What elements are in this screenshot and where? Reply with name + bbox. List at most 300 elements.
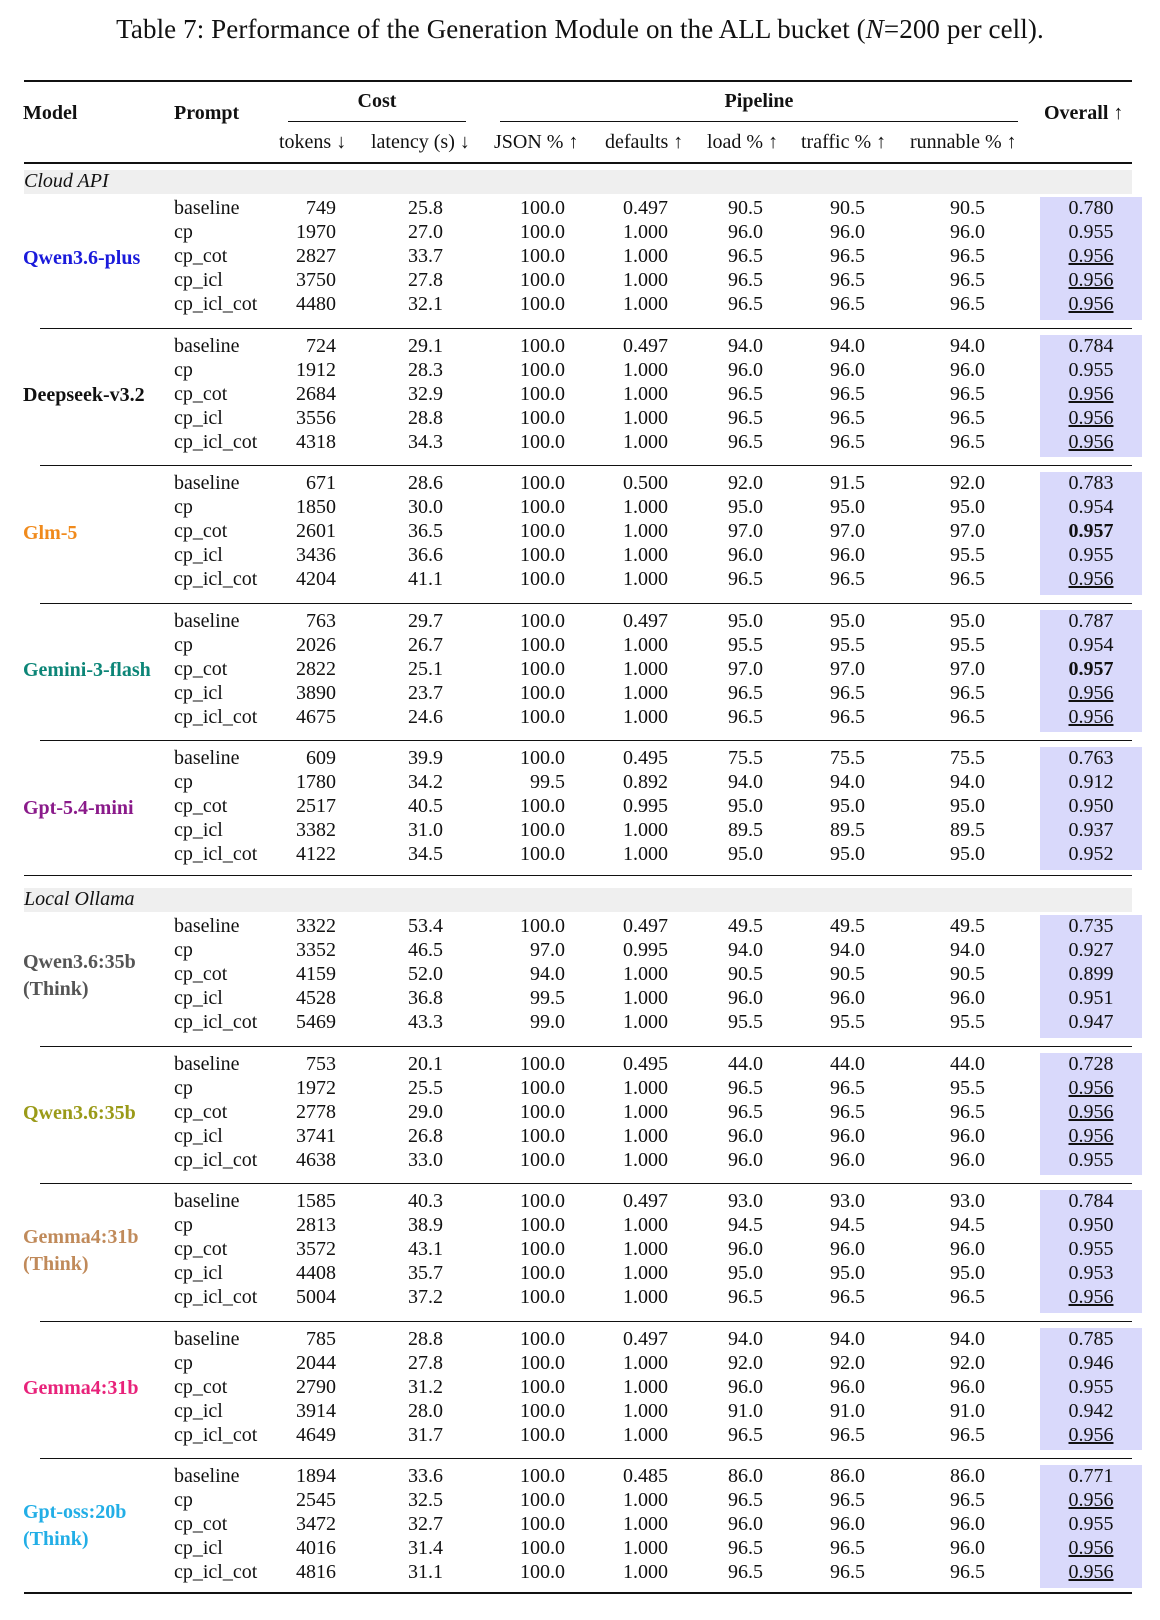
tokens-cell: 3352 <box>296 939 336 962</box>
json-cell: 100.0 <box>520 520 565 543</box>
section-rule <box>24 875 1132 877</box>
latency-cell: 31.7 <box>408 1423 443 1446</box>
json-cell: 100.0 <box>520 269 565 292</box>
overall-cell: 0.942 <box>1068 1399 1114 1422</box>
cost-underline <box>288 121 466 122</box>
latency-cell: 25.8 <box>408 197 443 219</box>
traffic-cell: 92.0 <box>830 1351 865 1374</box>
load-cell: 96.5 <box>728 1537 763 1560</box>
tokens-cell: 4528 <box>296 987 336 1010</box>
tokens-cell: 2822 <box>296 657 336 680</box>
tokens-cell: 724 <box>306 334 336 357</box>
runnable-cell: 97.0 <box>950 520 985 543</box>
runnable-cell: 96.5 <box>950 1100 985 1123</box>
prompt-cell: cp_icl <box>174 681 223 704</box>
json-cell: 97.0 <box>530 939 565 962</box>
tokens-cell: 763 <box>306 609 336 632</box>
tokens-cell: 3322 <box>296 915 336 937</box>
runnable-cell: 49.5 <box>950 915 985 937</box>
traffic-cell: 94.0 <box>830 771 865 794</box>
overall-cell: 0.947 <box>1068 1011 1114 1034</box>
overall-cell: 0.785 <box>1068 1327 1114 1350</box>
traffic-cell: 94.0 <box>830 334 865 357</box>
defaults-cell: 1.000 <box>623 963 668 986</box>
load-cell: 96.5 <box>728 681 763 704</box>
traffic-cell: 96.0 <box>830 544 865 567</box>
latency-cell: 31.0 <box>408 819 443 842</box>
latency-cell: 29.7 <box>408 609 443 632</box>
latency-cell: 30.0 <box>408 496 443 519</box>
latency-cell: 23.7 <box>408 681 443 704</box>
traffic-cell: 95.0 <box>830 496 865 519</box>
tokens-cell: 1972 <box>296 1076 336 1099</box>
runnable-cell: 94.5 <box>950 1214 985 1237</box>
overall-cell: 0.784 <box>1068 1190 1114 1212</box>
tokens-cell: 1585 <box>296 1190 336 1212</box>
header-overall: Overall ↑ <box>1044 102 1124 124</box>
tokens-cell: 3750 <box>296 269 336 292</box>
tokens-cell: 3382 <box>296 819 336 842</box>
header-json: JSON % ↑ <box>494 131 579 153</box>
load-cell: 91.0 <box>728 1399 763 1422</box>
prompt-cell: cp_cot <box>174 657 228 680</box>
prompt-cell: cp <box>174 1489 193 1512</box>
latency-cell: 24.6 <box>408 705 443 728</box>
traffic-cell: 75.5 <box>830 747 865 769</box>
defaults-cell: 1.000 <box>623 1399 668 1422</box>
prompt-cell: cp_icl <box>174 544 223 567</box>
load-cell: 96.5 <box>728 430 763 453</box>
prompt-cell: cp_icl <box>174 819 223 842</box>
latency-cell: 36.8 <box>408 987 443 1010</box>
tokens-cell: 1850 <box>296 496 336 519</box>
defaults-cell: 0.497 <box>623 197 668 219</box>
traffic-cell: 93.0 <box>830 1190 865 1212</box>
prompt-cell: cp_icl_cot <box>174 1148 258 1171</box>
defaults-cell: 1.000 <box>623 406 668 429</box>
model-name <box>23 1100 136 1127</box>
overall-cell: 0.956 <box>1068 245 1114 268</box>
prompt-cell: cp <box>174 939 193 962</box>
tokens-cell: 5004 <box>296 1286 336 1309</box>
json-cell: 100.0 <box>520 406 565 429</box>
defaults-cell: 1.000 <box>623 1100 668 1123</box>
prompt-cell: cp_icl <box>174 1124 223 1147</box>
model-name-suffix: (Think) <box>23 1528 89 1551</box>
prompt-cell: cp_icl <box>174 1537 223 1560</box>
traffic-cell: 49.5 <box>830 915 865 937</box>
defaults-cell: 1.000 <box>623 681 668 704</box>
load-cell: 95.5 <box>728 633 763 656</box>
overall-cell: 0.954 <box>1068 633 1114 656</box>
prompt-cell: baseline <box>174 915 240 937</box>
tokens-cell: 2601 <box>296 520 336 543</box>
json-cell: 100.0 <box>520 1190 565 1212</box>
tokens-cell: 785 <box>306 1327 336 1350</box>
load-cell: 96.5 <box>728 245 763 268</box>
tokens-cell: 3741 <box>296 1124 336 1147</box>
latency-cell: 36.6 <box>408 544 443 567</box>
json-cell: 100.0 <box>520 1262 565 1285</box>
runnable-cell: 96.5 <box>950 1561 985 1584</box>
json-cell: 100.0 <box>520 633 565 656</box>
load-cell: 89.5 <box>728 819 763 842</box>
runnable-cell: 95.5 <box>950 544 985 567</box>
tokens-cell: 4649 <box>296 1423 336 1446</box>
defaults-cell: 1.000 <box>623 1214 668 1237</box>
traffic-cell: 96.0 <box>830 1148 865 1171</box>
json-cell: 99.5 <box>530 771 565 794</box>
json-cell: 100.0 <box>520 705 565 728</box>
group-separator <box>40 1321 1132 1322</box>
load-cell: 96.5 <box>728 1423 763 1446</box>
defaults-cell: 1.000 <box>623 705 668 728</box>
json-cell: 100.0 <box>520 568 565 591</box>
traffic-cell: 96.5 <box>830 1537 865 1560</box>
traffic-cell: 96.5 <box>830 1286 865 1309</box>
load-cell: 44.0 <box>728 1052 763 1075</box>
model-name <box>23 949 136 1003</box>
overall-cell: 0.951 <box>1068 987 1114 1010</box>
tokens-cell: 749 <box>306 197 336 219</box>
prompt-cell: cp_icl_cot <box>174 568 258 591</box>
defaults-cell: 1.000 <box>623 633 668 656</box>
tokens-cell: 2517 <box>296 795 336 818</box>
traffic-cell: 91.0 <box>830 1399 865 1422</box>
traffic-cell: 95.5 <box>830 1011 865 1034</box>
tokens-cell: 2778 <box>296 1100 336 1123</box>
tokens-cell: 3436 <box>296 544 336 567</box>
runnable-cell: 96.0 <box>950 358 985 381</box>
load-cell: 96.0 <box>728 358 763 381</box>
latency-cell: 32.7 <box>408 1513 443 1536</box>
load-cell: 95.5 <box>728 1011 763 1034</box>
json-cell: 100.0 <box>520 1214 565 1237</box>
json-cell: 100.0 <box>520 245 565 268</box>
traffic-cell: 96.5 <box>830 293 865 316</box>
tokens-cell: 753 <box>306 1052 336 1075</box>
defaults-cell: 1.000 <box>623 1423 668 1446</box>
runnable-cell: 90.5 <box>950 963 985 986</box>
defaults-cell: 1.000 <box>623 382 668 405</box>
load-cell: 96.5 <box>728 1561 763 1584</box>
runnable-cell: 96.0 <box>950 1148 985 1171</box>
defaults-cell: 1.000 <box>623 1011 668 1034</box>
defaults-cell: 1.000 <box>623 1262 668 1285</box>
overall-cell: 0.946 <box>1068 1351 1114 1374</box>
latency-cell: 37.2 <box>408 1286 443 1309</box>
prompt-cell: cp_cot <box>174 245 228 268</box>
section-title: Local Ollama <box>24 888 135 910</box>
latency-cell: 41.1 <box>408 568 443 591</box>
prompt-cell: cp_cot <box>174 1238 228 1261</box>
runnable-cell: 95.0 <box>950 795 985 818</box>
prompt-cell: cp <box>174 496 193 519</box>
runnable-cell: 96.5 <box>950 269 985 292</box>
json-cell: 100.0 <box>520 293 565 316</box>
group-separator <box>40 740 1132 741</box>
tokens-cell: 1912 <box>296 358 336 381</box>
json-cell: 100.0 <box>520 1124 565 1147</box>
tokens-cell: 3556 <box>296 406 336 429</box>
defaults-cell: 1.000 <box>623 568 668 591</box>
latency-cell: 35.7 <box>408 1262 443 1285</box>
load-cell: 94.0 <box>728 771 763 794</box>
defaults-cell: 1.000 <box>623 1561 668 1584</box>
tokens-cell: 2026 <box>296 633 336 656</box>
overall-cell: 0.728 <box>1068 1052 1114 1075</box>
tokens-cell: 1894 <box>296 1465 336 1487</box>
latency-cell: 29.1 <box>408 334 443 357</box>
load-cell: 96.0 <box>728 1513 763 1536</box>
runnable-cell: 94.0 <box>950 334 985 357</box>
json-cell: 100.0 <box>520 1561 565 1584</box>
overall-cell: 0.956 <box>1068 1561 1114 1584</box>
defaults-cell: 1.000 <box>623 1148 668 1171</box>
defaults-cell: 1.000 <box>623 987 668 1010</box>
latency-cell: 31.2 <box>408 1375 443 1398</box>
tokens-cell: 4408 <box>296 1262 336 1285</box>
prompt-cell: baseline <box>174 1465 240 1487</box>
header-prompt: Prompt <box>174 102 240 124</box>
json-cell: 100.0 <box>520 1489 565 1512</box>
header-pipeline: Pipeline <box>724 90 794 112</box>
defaults-cell: 1.000 <box>623 358 668 381</box>
tokens-cell: 3890 <box>296 681 336 704</box>
tokens-cell: 4016 <box>296 1537 336 1560</box>
defaults-cell: 0.497 <box>623 1327 668 1350</box>
runnable-cell: 97.0 <box>950 657 985 680</box>
defaults-cell: 1.000 <box>623 1076 668 1099</box>
json-cell: 100.0 <box>520 657 565 680</box>
defaults-cell: 1.000 <box>623 245 668 268</box>
defaults-cell: 1.000 <box>623 1351 668 1374</box>
tokens-cell: 5469 <box>296 1011 336 1034</box>
runnable-cell: 94.0 <box>950 771 985 794</box>
header-defaults: defaults ↑ <box>605 131 684 153</box>
load-cell: 94.0 <box>728 334 763 357</box>
latency-cell: 28.3 <box>408 358 443 381</box>
runnable-cell: 96.0 <box>950 221 985 244</box>
load-cell: 96.5 <box>728 269 763 292</box>
tokens-cell: 2044 <box>296 1351 336 1374</box>
json-cell: 100.0 <box>520 1423 565 1446</box>
traffic-cell: 96.5 <box>830 1561 865 1584</box>
latency-cell: 39.9 <box>408 747 443 769</box>
json-cell: 100.0 <box>520 819 565 842</box>
traffic-cell: 96.5 <box>830 568 865 591</box>
overall-cell: 0.956 <box>1068 1537 1114 1560</box>
latency-cell: 32.1 <box>408 293 443 316</box>
json-cell: 100.0 <box>520 1052 565 1075</box>
prompt-cell: cp_icl_cot <box>174 843 258 866</box>
load-cell: 94.5 <box>728 1214 763 1237</box>
load-cell: 96.5 <box>728 705 763 728</box>
traffic-cell: 96.0 <box>830 987 865 1010</box>
runnable-cell: 95.5 <box>950 633 985 656</box>
prompt-cell: baseline <box>174 1190 240 1212</box>
json-cell: 100.0 <box>520 496 565 519</box>
defaults-cell: 1.000 <box>623 657 668 680</box>
tokens-cell: 2545 <box>296 1489 336 1512</box>
tokens-cell: 2813 <box>296 1214 336 1237</box>
prompt-cell: cp_icl <box>174 406 223 429</box>
prompt-cell: cp_icl_cot <box>174 705 258 728</box>
json-cell: 100.0 <box>520 197 565 219</box>
latency-cell: 27.0 <box>408 221 443 244</box>
runnable-cell: 93.0 <box>950 1190 985 1212</box>
model-name-line: Gemma4:31b <box>23 1226 139 1249</box>
latency-cell: 53.4 <box>408 915 443 937</box>
traffic-cell: 95.0 <box>830 1262 865 1285</box>
latency-cell: 28.0 <box>408 1399 443 1422</box>
model-name-suffix: (Think) <box>23 978 89 1001</box>
prompt-cell: cp_icl_cot <box>174 1423 258 1446</box>
json-cell: 100.0 <box>520 747 565 769</box>
overall-cell: 0.937 <box>1068 819 1114 842</box>
load-cell: 96.5 <box>728 1489 763 1512</box>
traffic-cell: 95.0 <box>830 795 865 818</box>
json-cell: 99.5 <box>530 987 565 1010</box>
traffic-cell: 91.5 <box>830 472 865 494</box>
latency-cell: 46.5 <box>408 939 443 962</box>
latency-cell: 34.2 <box>408 771 443 794</box>
defaults-cell: 1.000 <box>623 221 668 244</box>
overall-cell: 0.952 <box>1068 843 1114 866</box>
prompt-cell: cp_icl_cot <box>174 1561 258 1584</box>
defaults-cell: 1.000 <box>623 843 668 866</box>
prompt-cell: cp_icl_cot <box>174 1286 258 1309</box>
overall-cell: 0.956 <box>1068 406 1114 429</box>
model-name <box>23 795 134 822</box>
load-cell: 90.5 <box>728 197 763 219</box>
overall-cell: 0.956 <box>1068 1076 1114 1099</box>
runnable-cell: 96.0 <box>950 1124 985 1147</box>
group-separator <box>40 328 1132 329</box>
defaults-cell: 1.000 <box>623 1537 668 1560</box>
runnable-cell: 75.5 <box>950 747 985 769</box>
traffic-cell: 94.0 <box>830 1327 865 1350</box>
tokens-cell: 4675 <box>296 705 336 728</box>
latency-cell: 33.6 <box>408 1465 443 1487</box>
defaults-cell: 1.000 <box>623 496 668 519</box>
model-name-line: Qwen3.6:35b <box>23 1102 136 1125</box>
defaults-cell: 1.000 <box>623 1513 668 1536</box>
prompt-cell: cp_icl <box>174 1262 223 1285</box>
load-cell: 96.5 <box>728 293 763 316</box>
runnable-cell: 86.0 <box>950 1465 985 1487</box>
latency-cell: 38.9 <box>408 1214 443 1237</box>
overall-cell: 0.763 <box>1068 747 1114 769</box>
traffic-cell: 90.5 <box>830 963 865 986</box>
traffic-cell: 96.5 <box>830 1423 865 1446</box>
latency-cell: 31.1 <box>408 1561 443 1584</box>
load-cell: 95.0 <box>728 609 763 632</box>
traffic-cell: 89.5 <box>830 819 865 842</box>
tokens-cell: 1970 <box>296 221 336 244</box>
load-cell: 92.0 <box>728 472 763 494</box>
load-cell: 94.0 <box>728 939 763 962</box>
overall-cell: 0.956 <box>1068 1423 1114 1446</box>
header-bottom-rule <box>24 162 1132 164</box>
latency-cell: 43.1 <box>408 1238 443 1261</box>
header-runnable: runnable % ↑ <box>910 131 1017 153</box>
load-cell: 96.0 <box>728 1238 763 1261</box>
runnable-cell: 94.0 <box>950 1327 985 1350</box>
model-name-line: Gemini-3-flash <box>23 659 151 682</box>
group-separator <box>40 1183 1132 1184</box>
latency-cell: 25.1 <box>408 657 443 680</box>
latency-cell: 26.8 <box>408 1124 443 1147</box>
json-cell: 100.0 <box>520 1327 565 1350</box>
defaults-cell: 0.497 <box>623 915 668 937</box>
model-name <box>23 1224 139 1278</box>
latency-cell: 34.5 <box>408 843 443 866</box>
json-cell: 100.0 <box>520 1375 565 1398</box>
latency-cell: 52.0 <box>408 963 443 986</box>
load-cell: 95.0 <box>728 795 763 818</box>
latency-cell: 34.3 <box>408 430 443 453</box>
load-cell: 95.0 <box>728 496 763 519</box>
traffic-cell: 97.0 <box>830 657 865 680</box>
overall-cell: 0.955 <box>1068 358 1114 381</box>
bottom-rule <box>24 1592 1132 1594</box>
defaults-cell: 1.000 <box>623 819 668 842</box>
model-name <box>23 657 151 684</box>
traffic-cell: 95.5 <box>830 633 865 656</box>
traffic-cell: 96.5 <box>830 245 865 268</box>
load-cell: 97.0 <box>728 520 763 543</box>
top-rule <box>24 80 1132 82</box>
latency-cell: 43.3 <box>408 1011 443 1034</box>
latency-cell: 40.5 <box>408 795 443 818</box>
defaults-cell: 0.495 <box>623 747 668 769</box>
defaults-cell: 0.995 <box>623 795 668 818</box>
overall-cell: 0.955 <box>1068 544 1114 567</box>
json-cell: 100.0 <box>520 609 565 632</box>
overall-cell: 0.956 <box>1068 430 1114 453</box>
runnable-cell: 95.0 <box>950 1262 985 1285</box>
overall-cell: 0.912 <box>1068 771 1114 794</box>
json-cell: 100.0 <box>520 843 565 866</box>
tokens-cell: 4318 <box>296 430 336 453</box>
traffic-cell: 96.5 <box>830 705 865 728</box>
defaults-cell: 1.000 <box>623 520 668 543</box>
tokens-cell: 4816 <box>296 1561 336 1584</box>
defaults-cell: 1.000 <box>623 544 668 567</box>
prompt-cell: cp <box>174 358 193 381</box>
overall-cell: 0.957 <box>1068 657 1114 680</box>
json-cell: 94.0 <box>530 963 565 986</box>
prompt-cell: baseline <box>174 334 240 357</box>
runnable-cell: 96.5 <box>950 406 985 429</box>
prompt-cell: cp_cot <box>174 963 228 986</box>
defaults-cell: 0.497 <box>623 1190 668 1212</box>
load-cell: 90.5 <box>728 963 763 986</box>
model-name-line: Gpt-5.4-mini <box>23 796 134 819</box>
runnable-cell: 96.5 <box>950 382 985 405</box>
load-cell: 96.0 <box>728 1124 763 1147</box>
load-cell: 96.5 <box>728 406 763 429</box>
json-cell: 100.0 <box>520 1148 565 1171</box>
traffic-cell: 96.5 <box>830 1489 865 1512</box>
overall-cell: 0.955 <box>1068 221 1114 244</box>
latency-cell: 36.5 <box>408 520 443 543</box>
load-cell: 96.0 <box>728 1375 763 1398</box>
prompt-cell: baseline <box>174 197 240 219</box>
latency-cell: 28.8 <box>408 406 443 429</box>
runnable-cell: 95.5 <box>950 1011 985 1034</box>
